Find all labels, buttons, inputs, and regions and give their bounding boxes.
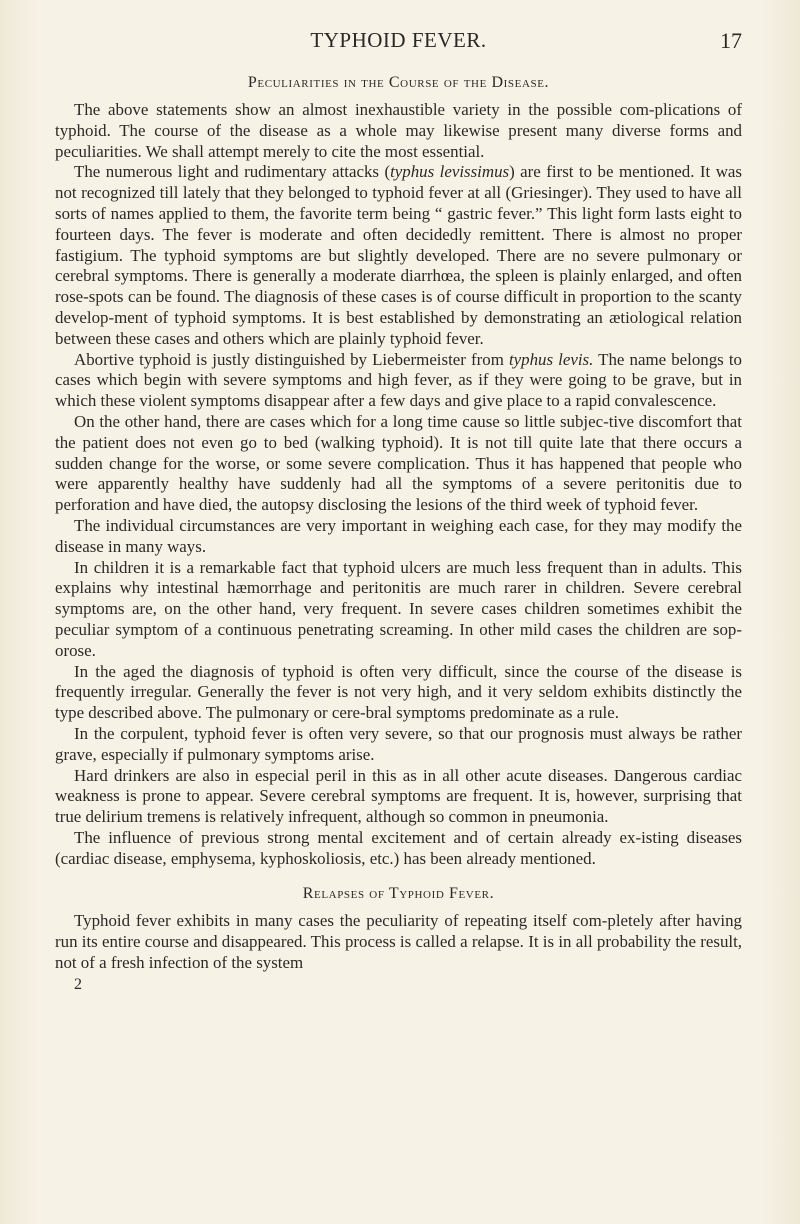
paragraph-3-text-b: The name belongs to cases which begin with severe symptoms and high fever, as if they were going to be grave, but in which these violent symptoms disappear after a few days and give place to a rapid convalescence. <box>55 349 743 411</box>
paragraph-8: In the corpulent, typhoid fever is often very severe, so that our prognosis must always be rather grave, especially if pulmonary symptoms arise. <box>55 723 742 764</box>
paragraph-1: The above statements show an almost inexhaustible variety in the possible com-plications of typhoid. The course of the disease as a whole may likewise present many diverse forms and peculiarities. We shall attempt merely to cite the most essential. <box>55 100 742 161</box>
running-head <box>55 0 742 74</box>
paragraph-3-italic-term: typhus levis. <box>508 349 594 369</box>
paragraph-10: The influence of previous strong mental excitement and of certain already ex-isting diseases (cardiac disease, emphysema, kyphoskoliosis, etc.) has been already mentioned. <box>55 827 742 868</box>
section-heading-peculiarities: Peculiarities in the Course of the Disease. <box>247 74 550 91</box>
paragraph-3 <box>55 350 742 412</box>
paragraph-2-text-a: The numerous light and rudimentary attacks ( <box>74 162 391 182</box>
paragraph-11: Typhoid fever exhibits in many cases the peculiarity of repeating itself com-pletely after having run its entire course and disappeared. This process is called a relapse. It is in all probability the result, not of a fresh infection of the system <box>55 911 742 973</box>
paragraph-2-italic-term: typhus levissimus <box>390 162 510 182</box>
paragraph-6: In children it is a remarkable fact that typhoid ulcers are much less frequent than in adults. This explains why intestinal hæmorrhage and peritonitis are much rarer in children. Severe cerebral symptoms are, on the other hand, very frequent. In severe cases children sometimes exhibit the peculiar symptom of a continuous penetrating screaming. In other mild cases the children are sop-orose. <box>55 557 742 660</box>
paragraph-9: Hard drinkers are also in especial peril in this as in all other acute diseases. Dangerous cardiac weakness is prone to appear. Severe cerebral symptoms are frequent. It is, however, surprising that true delirium tremens is relatively infrequent, although so common in pneumonia. <box>55 765 742 827</box>
paragraph-5: The individual circumstances are very important in weighing each case, for they may modify the disease in many ways. <box>55 515 742 556</box>
paragraph-2 <box>55 162 742 349</box>
paragraph-3-text-a: Abortive typhoid is justly distinguished by Liebermeister from <box>74 349 509 369</box>
signature-mark: 2 <box>74 975 82 993</box>
paragraph-4: On the other hand, there are cases which for a long time cause so little subjec-tive discomfort that the patient does not even go to bed (walking typhoid). It is not till quite late that there occurs a sudden change for the worse, or some severe complication. Thus it has happened that people who were apparently healthy have suddenly had all the symptoms of a severe peritonitis due to perforation and have died, the autopsy disclosing the lesions of the third week of typhoid fever. <box>55 411 742 515</box>
page-number: 17 <box>720 28 742 53</box>
section-heading-relapses: Relapses of Typhoid Fever. <box>302 885 495 903</box>
paragraph-2-text-b: ) are first to be mentioned. It was not recognized till lately that they belonged to typhoid fever at all (Griesinger). They used to have all sorts of names applied to them, the favorite term being “ gastric fever.” This light form lasts eight to fourteen days. The fever is moderate and often decidedly remittent. There is almost no proper fastigium. The typhoid symptoms are but slightly developed. There are no severe pulmonary or cerebral symptoms. There is generally a moderate diarrhœa, the spleen is plainly enlarged, and often rose-spots can be found. The diagnosis of these cases is of course difficult in proportion to the scanty develop-ment of typhoid symptoms. It is best established by demonstrating an ætiological relation between these cases and others which are plainly typhoid fever. <box>55 162 742 348</box>
running-title: TYPHOID FEVER. <box>310 28 487 52</box>
paragraph-7: In the aged the diagnosis of typhoid is often very difficult, since the course of the disease is frequently irregular. Generally the fever is not very high, and it very seldom exhibits distinctly the type described above. The pulmonary or cere-bral symptoms predominate as a rule. <box>55 661 742 723</box>
